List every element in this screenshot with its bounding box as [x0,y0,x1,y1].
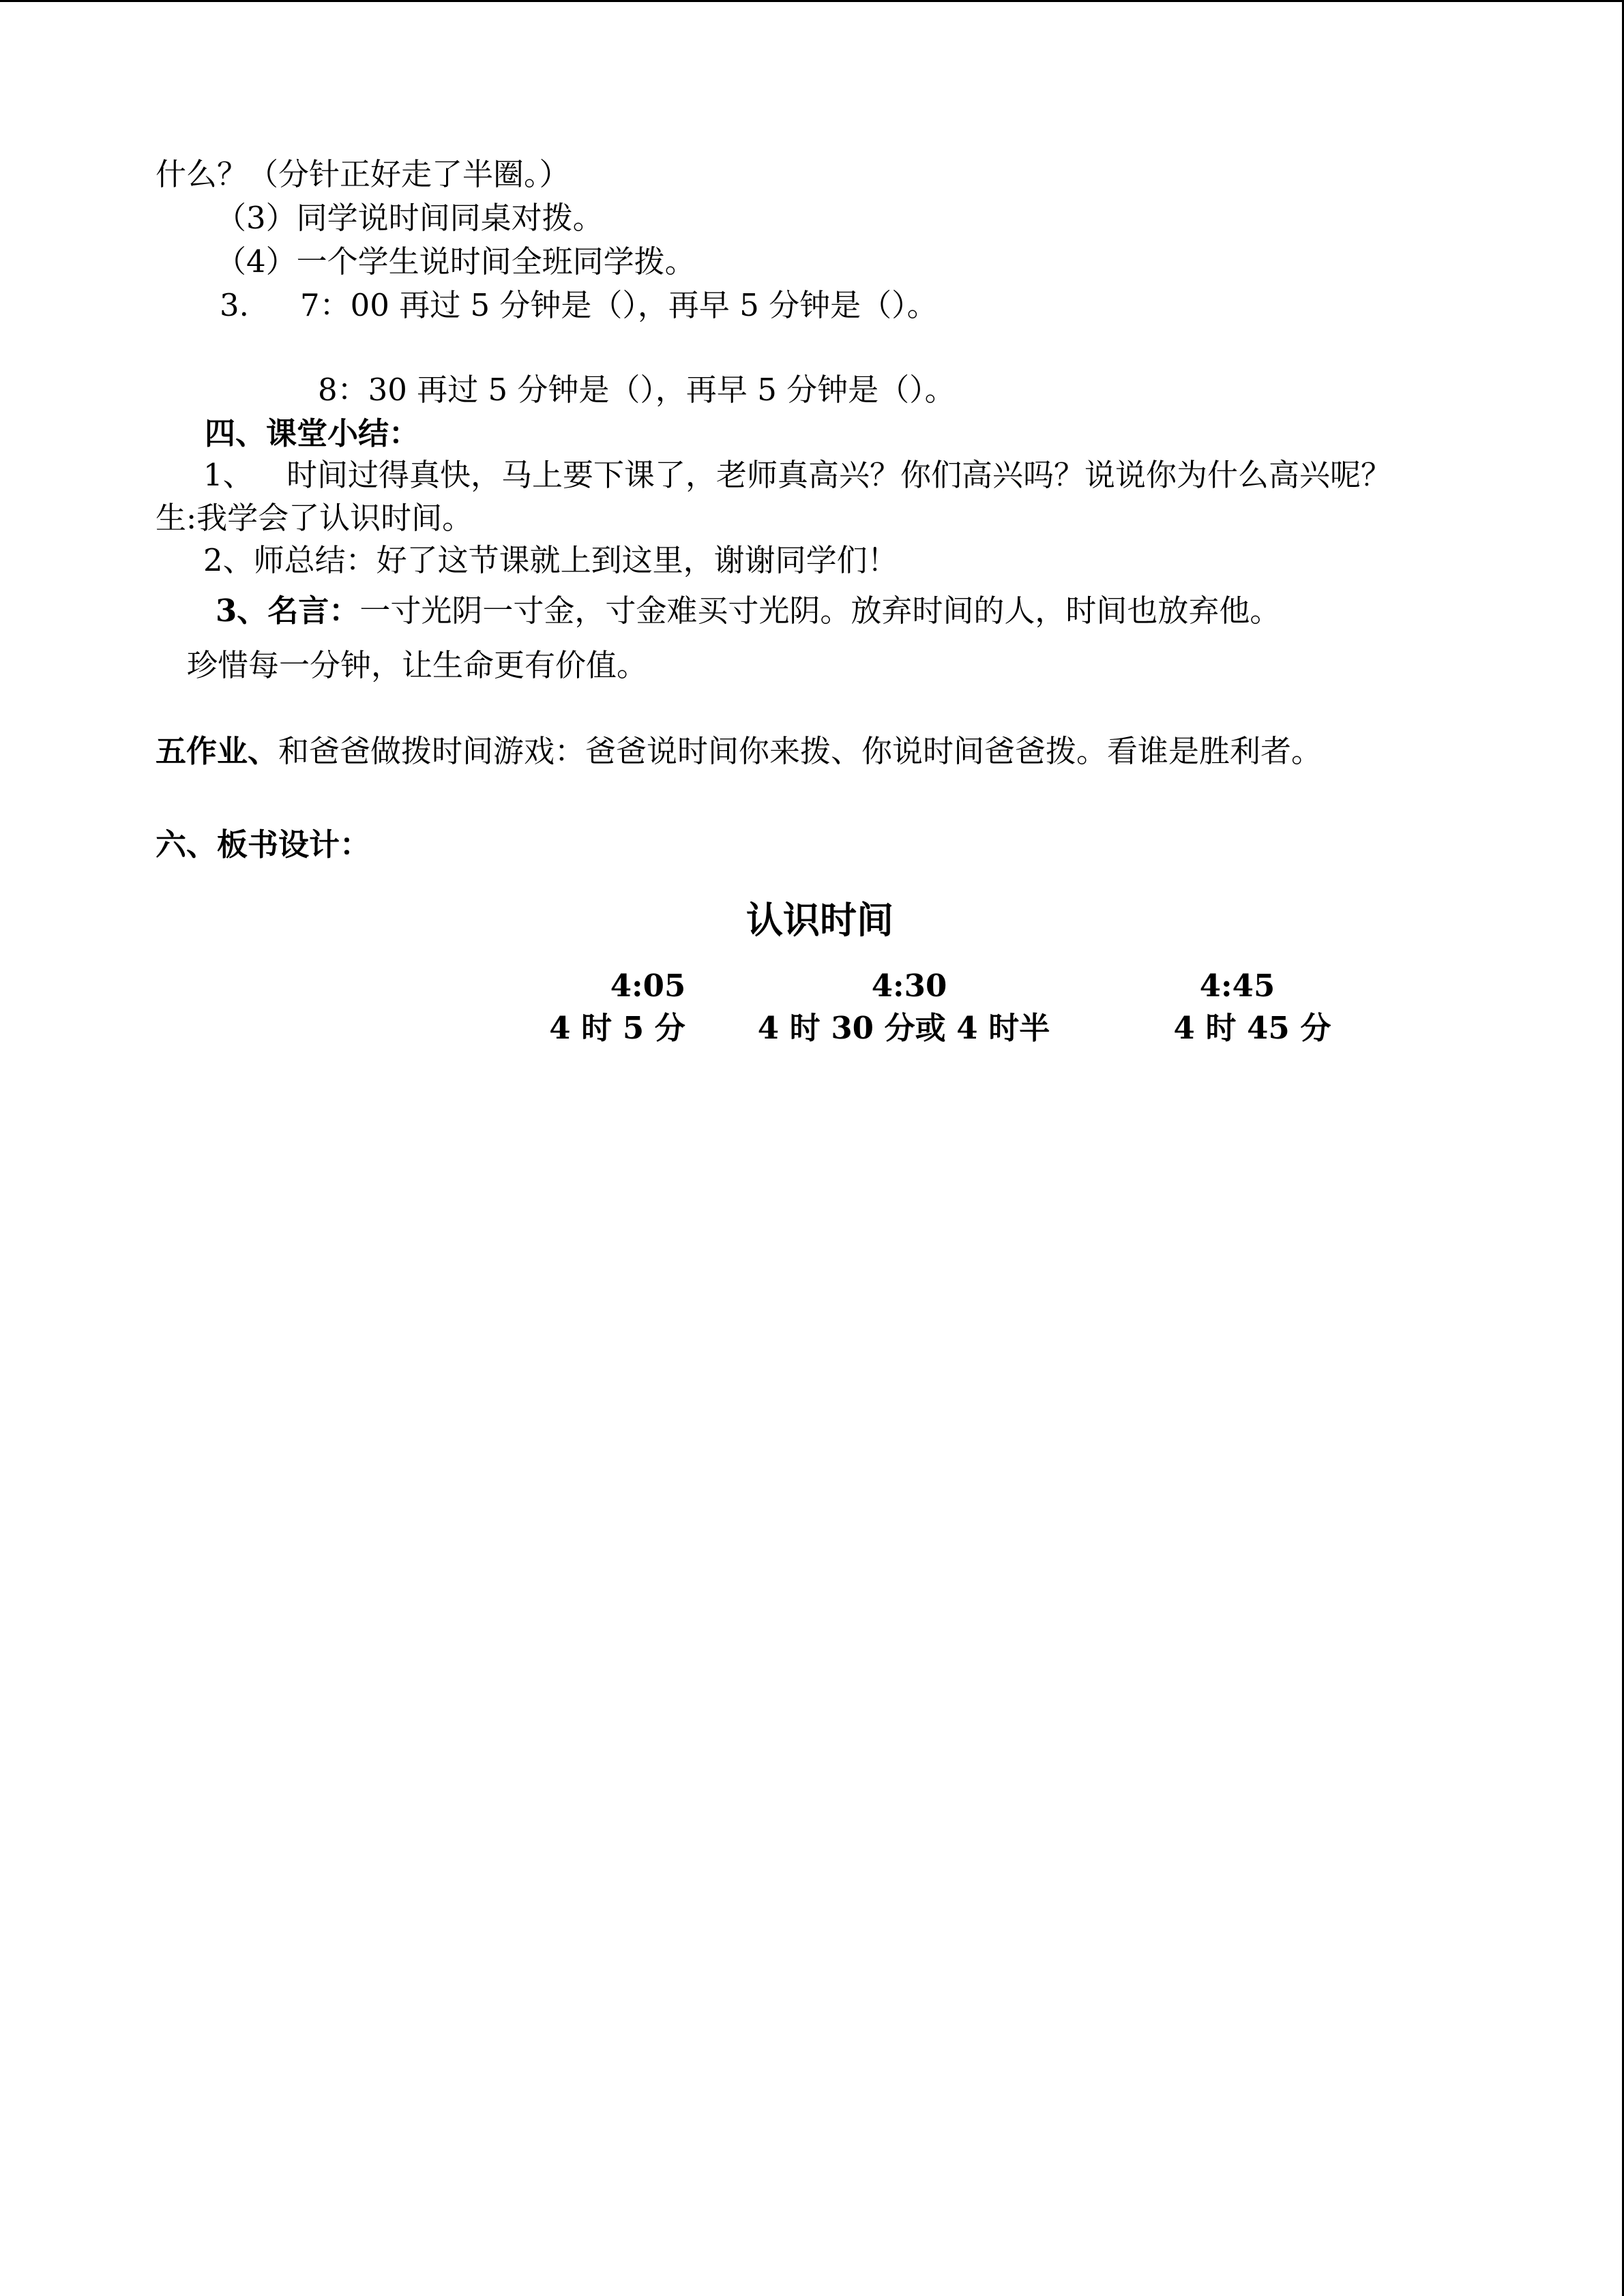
homework-text: 和爸爸做拨时间游戏：爸爸说时间你来拨、你说时间爸爸拨。看谁是胜利者。 [278,733,1323,769]
summary-heading: 四、课堂小结： [205,415,420,451]
summary-item-3 [216,591,1280,631]
summary-item-1-text: 时间过得真快，马上要下课了，老师真高兴？你们高兴吗？说说你为什么高兴呢？ [286,457,1392,493]
summary-item-2: 2、师总结：好了这节课就上到这里，谢谢同学们！ [203,542,898,578]
board-heading: 六、板书设计： [156,826,371,863]
continuation-line-1: 什么？（分针正好走了半圈。） [156,156,570,192]
board-time-1-chinese: 4 时 5 分 [549,1010,685,1046]
quote-text: 一寸光阴一寸金，寸金难买寸光阴。放弃时间的人，时间也放弃他。 [359,593,1281,629]
board-time-2-chinese: 4 时 30 分或 4 时半 [757,1010,1050,1046]
board-time-2-digital: 4:30 [871,968,947,1004]
summary-item-1-answer: 生:我学会了认识时间。 [156,500,473,536]
board-time-3-digital: 4:45 [1199,968,1275,1004]
exercise-3-line-1: 7：00 再过 5 分钟是（），再早 5 分钟是（）。 [300,287,938,323]
summary-item-1-number: 1、 [203,457,254,493]
homework-label: 五作业、 [156,733,279,769]
homework-line [156,731,1322,772]
exercise-3-line-2: 8：30 再过 5 分钟是（），再早 5 分钟是（）。 [318,372,956,408]
board-time-1-digital: 4:05 [610,968,686,1004]
quote-label: 3、名言： [216,593,360,629]
page-top-border [0,0,1624,2]
board-time-3-chinese: 4 时 45 分 [1173,1010,1331,1046]
exercise-3-number: 3. [220,287,249,323]
continuation-line-2: （3）同学说时间同桌对拨。 [216,200,604,236]
continuation-line-3: （4）一个学生说时间全班同学拨。 [216,243,696,280]
summary-item-3-extra: 珍惜每一分钟，让生命更有价值。 [187,647,648,683]
board-title: 认识时间 [746,898,894,942]
